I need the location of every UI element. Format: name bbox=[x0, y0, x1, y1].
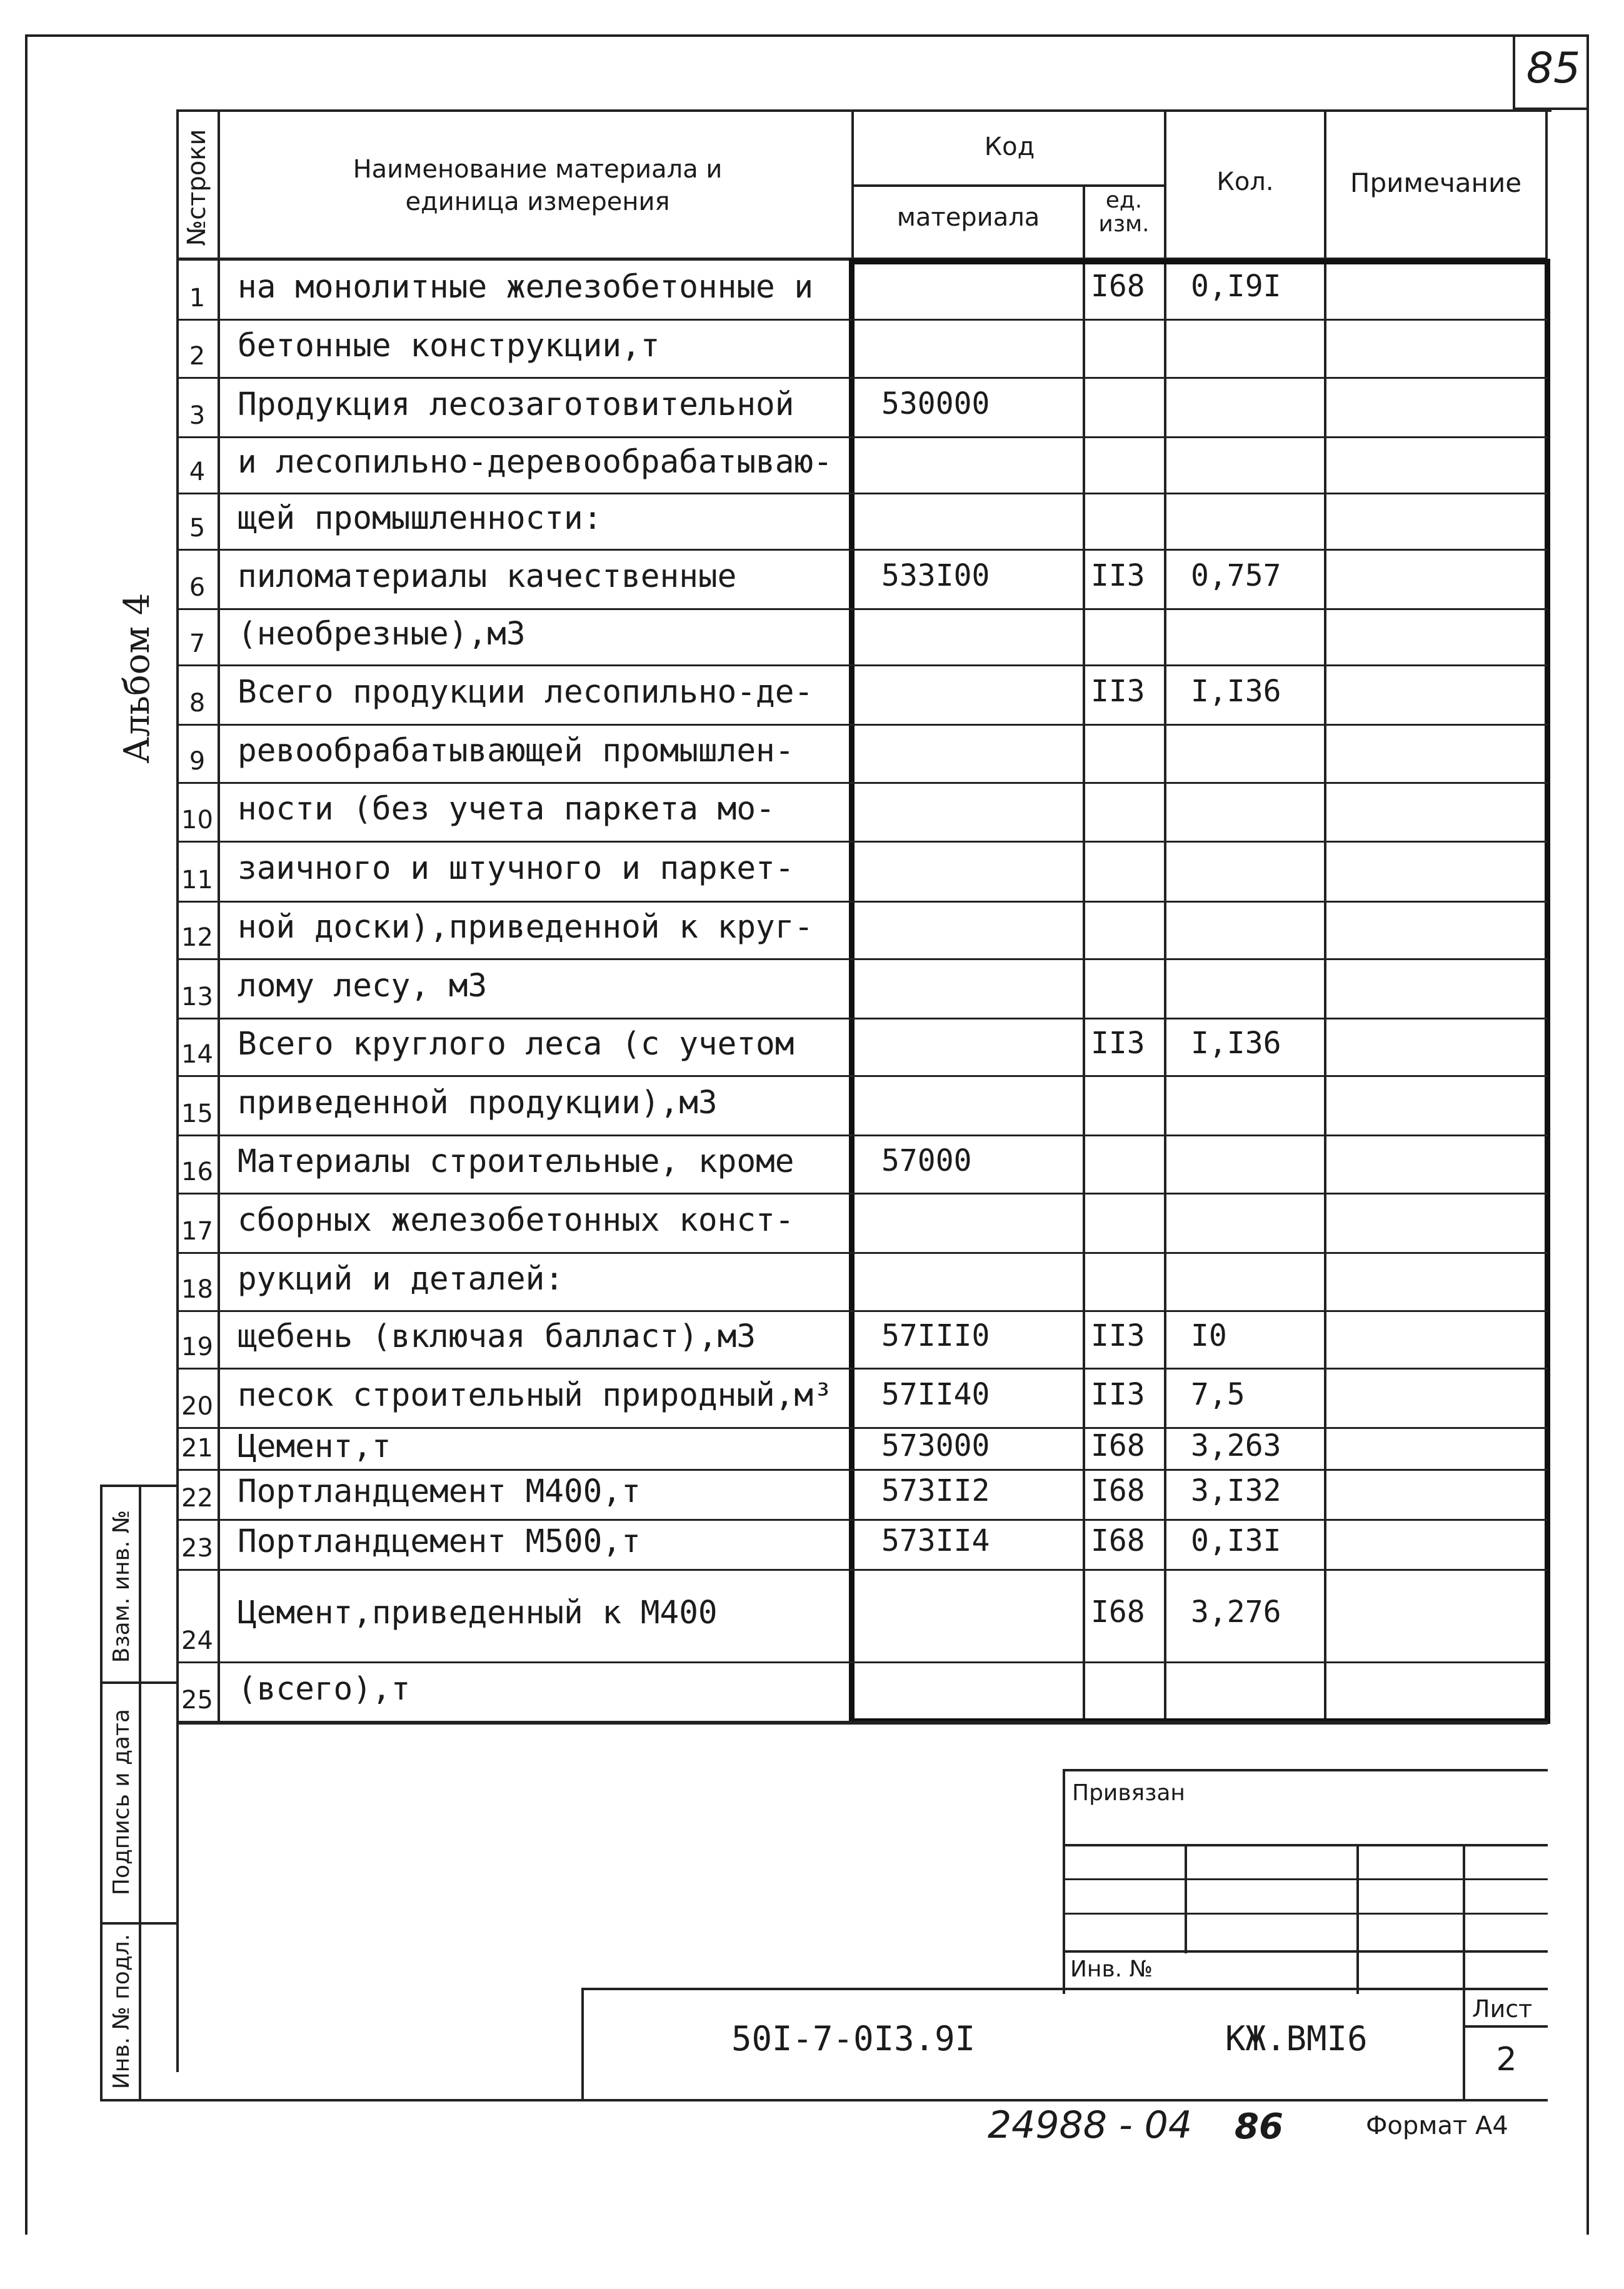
album-label: Альбом 4 bbox=[117, 593, 158, 764]
row-code: 533I00 bbox=[881, 558, 990, 593]
title-block-grid-h2 bbox=[1063, 1878, 1548, 1880]
row-unit: II3 bbox=[1091, 673, 1145, 709]
row-name: Материалы строительные, кроме bbox=[238, 1143, 794, 1180]
row-quantity: 3,I32 bbox=[1191, 1473, 1281, 1508]
side-stamp-div1 bbox=[100, 1681, 179, 1684]
row-number: 10 bbox=[181, 806, 213, 834]
row-separator bbox=[176, 1519, 1548, 1521]
row-name: приведенной продукции),м3 bbox=[238, 1084, 718, 1121]
row-number: 22 bbox=[181, 1484, 213, 1513]
row-unit: I68 bbox=[1091, 268, 1145, 304]
row-number: 6 bbox=[189, 573, 206, 602]
row-code: 57II40 bbox=[881, 1376, 990, 1412]
row-name: (всего),т bbox=[238, 1670, 411, 1708]
row-name: на монолитные железобетонные и bbox=[238, 268, 814, 306]
row-number: 9 bbox=[189, 747, 206, 776]
row-number: 11 bbox=[181, 866, 213, 894]
row-name: Портландцемент М500,т bbox=[238, 1523, 641, 1560]
row-number: 14 bbox=[181, 1040, 213, 1069]
row-number: 25 bbox=[181, 1686, 213, 1715]
row-quantity: I,I36 bbox=[1191, 673, 1281, 709]
row-code: 573II4 bbox=[881, 1523, 990, 1558]
row-quantity: 3,263 bbox=[1191, 1428, 1281, 1463]
row-quantity: 0,I3I bbox=[1191, 1523, 1281, 1558]
row-unit: II3 bbox=[1091, 1376, 1145, 1412]
title-block-grid-v2 bbox=[1356, 1844, 1359, 1994]
row-separator bbox=[176, 319, 1548, 321]
row-name: и лесопильно-деревообрабатываю- bbox=[238, 444, 833, 481]
row-separator bbox=[176, 782, 1548, 784]
header-quantity: Кол. bbox=[1216, 168, 1274, 196]
row-separator bbox=[176, 1075, 1548, 1077]
row-separator bbox=[176, 1134, 1548, 1136]
row-separator bbox=[176, 841, 1548, 843]
row-separator bbox=[176, 377, 1548, 379]
row-separator bbox=[176, 1569, 1548, 1571]
row-name: сборных железобетонных конст- bbox=[238, 1201, 794, 1239]
frame-right-line bbox=[1586, 34, 1589, 2235]
row-number: 23 bbox=[181, 1534, 213, 1563]
header-code-unit: ед. изм. bbox=[1098, 188, 1150, 237]
row-number: 12 bbox=[181, 923, 213, 952]
side-stamp-vzam: Взам. инв. № bbox=[109, 1510, 134, 1663]
title-block-grid-h3 bbox=[1063, 1913, 1548, 1915]
title-block-main-top bbox=[581, 1988, 1548, 1990]
header-name: Наименование материала и единица измерения bbox=[353, 155, 723, 216]
row-separator bbox=[176, 724, 1548, 726]
row-separator bbox=[176, 1721, 1548, 1725]
row-name: ной доски),приведенной к круг- bbox=[238, 909, 814, 946]
title-block-grid-v1 bbox=[1185, 1844, 1187, 1953]
footer-handwritten-number: 24988 - 04 bbox=[988, 2103, 1193, 2147]
row-number: 3 bbox=[189, 401, 206, 430]
row-unit: I68 bbox=[1091, 1595, 1145, 1630]
row-name: щебень (включая балласт),м3 bbox=[238, 1318, 756, 1355]
table-top-line bbox=[176, 109, 1551, 112]
row-separator bbox=[176, 1252, 1548, 1254]
row-name: ности (без учета паркета мо- bbox=[238, 791, 775, 828]
title-block-grid-h1 bbox=[1063, 1844, 1548, 1846]
header-row-number: №строки bbox=[183, 129, 211, 246]
row-separator bbox=[176, 958, 1548, 960]
header-code-material: материала bbox=[896, 203, 1040, 232]
frame-top-line bbox=[25, 34, 1588, 37]
row-number: 2 bbox=[189, 342, 206, 371]
row-unit: I68 bbox=[1091, 1473, 1145, 1508]
row-quantity: 0,757 bbox=[1191, 558, 1281, 593]
row-separator bbox=[176, 1469, 1548, 1471]
row-name: Всего круглого леса (с учетом bbox=[238, 1026, 794, 1063]
row-name: Портландцемент М400,т bbox=[238, 1473, 641, 1510]
row-separator bbox=[176, 1018, 1548, 1019]
title-block-sheet-label: Лист bbox=[1472, 1995, 1533, 2023]
row-name: Продукция лесозаготовительной bbox=[238, 386, 794, 423]
page-number-box-left bbox=[1513, 34, 1515, 109]
row-number: 8 bbox=[189, 689, 206, 718]
row-quantity: 3,276 bbox=[1191, 1595, 1281, 1630]
row-unit: II3 bbox=[1091, 558, 1145, 593]
row-code: 573000 bbox=[881, 1428, 990, 1463]
rownum-col-line bbox=[218, 109, 220, 1722]
row-separator bbox=[176, 549, 1548, 551]
title-block-sheet-div bbox=[1463, 2025, 1548, 2028]
row-number: 24 bbox=[181, 1626, 213, 1655]
row-code: 57000 bbox=[881, 1143, 972, 1178]
row-name: рукций и деталей: bbox=[238, 1260, 564, 1298]
row-name: Всего продукции лесопильно-де- bbox=[238, 673, 814, 711]
header-code: Код bbox=[984, 133, 1035, 161]
row-number: 18 bbox=[181, 1275, 213, 1304]
title-block-doc-code: 50I-7-0I3.9I bbox=[731, 2019, 976, 2058]
row-number: 21 bbox=[181, 1434, 213, 1463]
title-block-privyazan: Привязан bbox=[1072, 1780, 1185, 1806]
row-name: Цемент,т bbox=[238, 1428, 391, 1465]
row-unit: II3 bbox=[1091, 1026, 1145, 1061]
frame-left-line bbox=[25, 34, 28, 2235]
row-quantity: I0 bbox=[1191, 1318, 1227, 1353]
row-number: 5 bbox=[189, 514, 206, 543]
footer-handwritten-page: 86 bbox=[1235, 2106, 1283, 2147]
title-block-doc-mark: КЖ.ВМI6 bbox=[1225, 2019, 1368, 2058]
row-number: 1 bbox=[189, 284, 206, 313]
row-name: пиломатериалы качественные bbox=[238, 558, 737, 595]
title-block-privyazan-left bbox=[1063, 1769, 1065, 1994]
row-number: 4 bbox=[189, 458, 206, 486]
title-block-inv-no: Инв. № bbox=[1070, 1956, 1153, 1982]
row-quantity: 7,5 bbox=[1191, 1376, 1245, 1412]
row-quantity: I,I36 bbox=[1191, 1026, 1281, 1061]
title-block-sheet-number: 2 bbox=[1496, 2041, 1517, 2078]
row-separator bbox=[176, 1310, 1548, 1312]
row-number: 17 bbox=[181, 1217, 213, 1246]
row-name: щей промышленности: bbox=[238, 500, 603, 537]
side-stamp-inv-podl: Инв. № подл. bbox=[109, 1933, 134, 2090]
row-separator bbox=[176, 1193, 1548, 1195]
row-code: 530000 bbox=[881, 386, 990, 421]
row-separator bbox=[176, 436, 1548, 438]
title-block-grid-h4 bbox=[1063, 1950, 1548, 1953]
row-separator bbox=[176, 493, 1548, 494]
row-number: 7 bbox=[189, 629, 206, 658]
row-code: 57III0 bbox=[881, 1318, 990, 1353]
row-name: ревообрабатывающей промышлен- bbox=[238, 732, 794, 769]
row-number: 19 bbox=[181, 1333, 213, 1361]
side-stamp-podpis: Подпись и дата bbox=[109, 1708, 134, 1896]
row-unit: II3 bbox=[1091, 1318, 1145, 1353]
code-subheader-line bbox=[851, 184, 1165, 187]
row-number: 16 bbox=[181, 1158, 213, 1186]
row-name: (необрезные),м3 bbox=[238, 616, 526, 653]
title-block-main-left bbox=[581, 1988, 584, 2100]
row-name: заичного и штучного и паркет- bbox=[238, 850, 794, 887]
row-number: 20 bbox=[181, 1392, 213, 1421]
row-name: лому лесу, м3 bbox=[238, 967, 488, 1004]
row-unit: I68 bbox=[1091, 1523, 1145, 1558]
row-separator bbox=[176, 901, 1548, 903]
side-stamp-left bbox=[100, 1485, 103, 2100]
footer-format: Формат А4 bbox=[1366, 2111, 1508, 2140]
row-name: песок строительный природный,м³ bbox=[238, 1376, 833, 1414]
row-number: 15 bbox=[181, 1099, 213, 1128]
title-block-privyazan-top bbox=[1063, 1769, 1548, 1771]
row-unit: I68 bbox=[1091, 1428, 1145, 1463]
row-name: Цемент,приведенный к М400 bbox=[238, 1595, 718, 1631]
header-note: Примечание bbox=[1350, 168, 1522, 198]
row-name: бетонные конструкции,т bbox=[238, 327, 660, 364]
row-separator bbox=[176, 608, 1548, 610]
row-quantity: 0,I9I bbox=[1191, 268, 1281, 304]
row-separator bbox=[176, 664, 1548, 666]
row-separator bbox=[176, 1661, 1548, 1663]
row-number: 13 bbox=[181, 983, 213, 1011]
row-code: 573II2 bbox=[881, 1473, 990, 1508]
row-separator bbox=[176, 1368, 1548, 1370]
page-number-handwritten: 85 bbox=[1526, 44, 1581, 93]
side-stamp-bottom bbox=[100, 2099, 1548, 2101]
